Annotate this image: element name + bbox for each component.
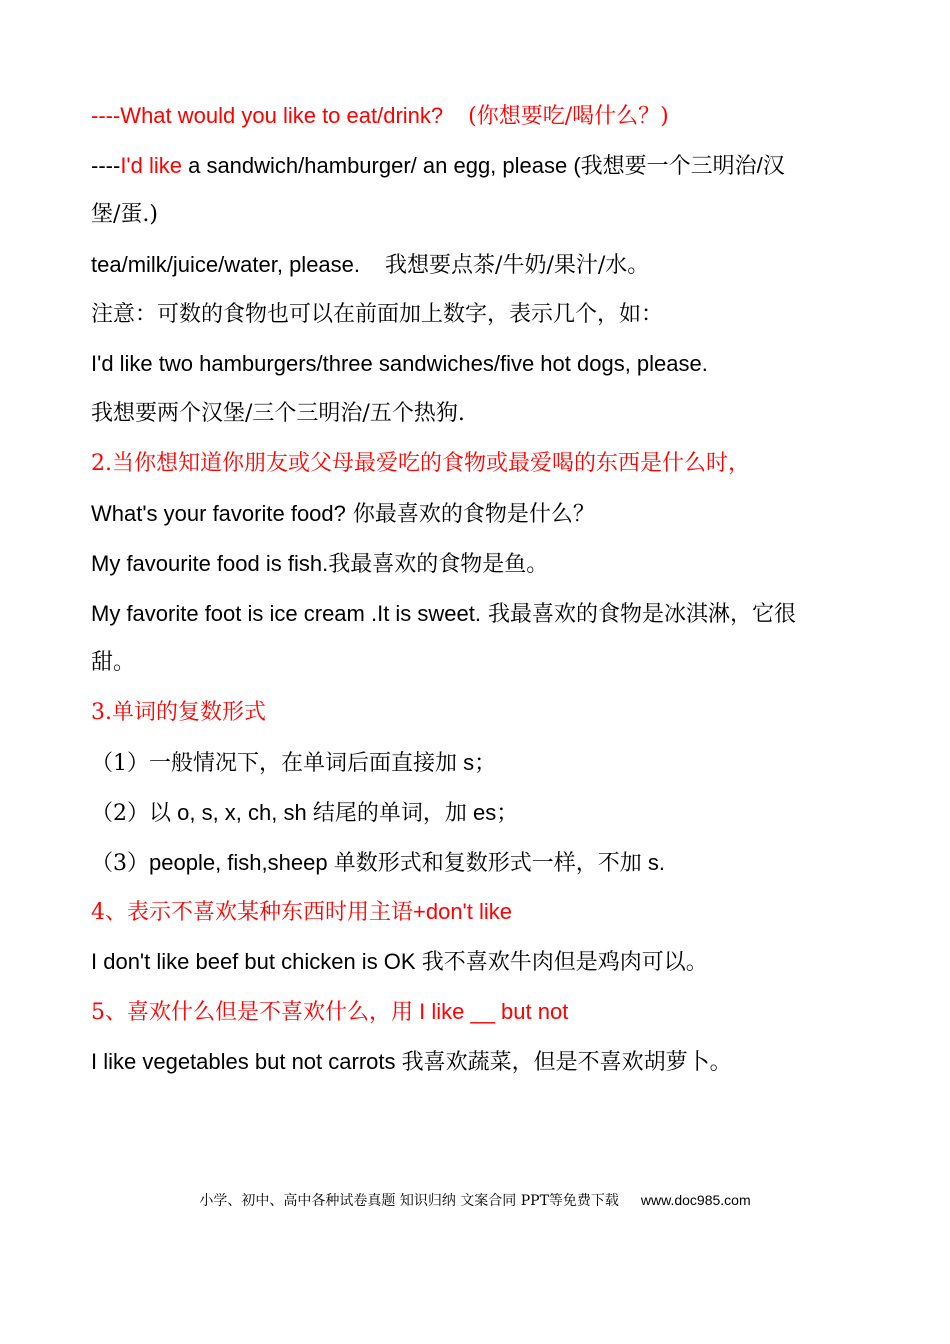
plural-rule-3 <box>91 848 871 879</box>
plural-rule-2 <box>91 798 871 829</box>
answer-id-like: I'd like <box>120 153 182 178</box>
favorite-icecream-line <box>91 599 871 630</box>
favorite-fish-line <box>91 549 871 580</box>
plural-rule-2-prefix: （2）以 <box>91 801 171 826</box>
answer-continuation: 堡/蛋.) <box>91 202 158 227</box>
drink-line <box>91 250 871 281</box>
section-heading-4-text: 4、表示不喜欢某种东西时用主语 <box>91 900 413 925</box>
section-heading-3: 3.单词的复数形式 <box>91 700 266 725</box>
like-but-not-example-translation: 我喜欢蔬菜，但是不喜欢胡萝卜。 <box>401 1050 732 1075</box>
drink-translation: 我想要点茶/牛奶/果汁/水。 <box>385 253 650 278</box>
question-text: ----What would you like to eat/drink? <box>91 103 444 128</box>
favorite-fish-translation: 我最喜欢的食物是鱼。 <box>328 552 549 577</box>
question-translation: (你想要吃/喝什么？) <box>468 104 669 129</box>
favorite-question-translation: 你最喜欢的食物是什么？ <box>345 502 595 527</box>
section-heading-4 <box>91 897 871 928</box>
section-heading-5-text: 5、喜欢什么但是不喜欢什么，用 <box>91 1000 413 1025</box>
like-but-not-example-text: I like vegetables but not carrots <box>91 1049 402 1074</box>
like-but-not-example-line <box>91 1047 871 1078</box>
section-heading-4-phrase: +don't like <box>413 899 512 924</box>
favorite-question-line <box>91 499 871 530</box>
plural-rule-3-prefix: （3） <box>91 851 149 876</box>
question-line <box>91 101 871 132</box>
favorite-icecream-text: My favorite foot is ice cream .It is sweet. <box>91 601 482 626</box>
answer-dashes: ---- <box>91 153 121 178</box>
drink-text: tea/milk/juice/water, please. <box>91 252 361 277</box>
answer-rest: a sandwich/hamburger/ an egg, please (我想要一个三明治/汉 <box>181 153 785 178</box>
plural-rule-3-words: people, fish,sheep <box>149 850 334 875</box>
dislike-example-line <box>91 947 871 978</box>
example-translation: 我想要两个汉堡/三个三明治/五个热狗. <box>91 401 465 426</box>
plural-rule-1-suffix: s； <box>457 750 497 775</box>
plural-rule-1 <box>91 748 871 779</box>
favorite-icecream-translation: 我最喜欢的食物是冰淇淋，它很 <box>481 602 797 627</box>
plural-rule-3-suffix: s. <box>641 850 665 875</box>
favorite-question-text: What's your favorite food? <box>91 501 346 526</box>
section-heading-5 <box>91 997 871 1028</box>
plural-rule-3-text: 单数形式和复数形式一样，不加 <box>333 851 642 876</box>
plural-rule-2-endings: o, s, x, ch, sh <box>171 800 313 825</box>
dislike-example-text: I don't like beef but chicken is OK <box>91 949 422 974</box>
section-heading-5-phrase: I like __ but not <box>413 999 569 1024</box>
footer-text: 小学、初中、高中各种试卷真题 知识归纳 文案合同 PPT等免费下载 <box>199 1193 619 1209</box>
dislike-example-translation: 我不喜欢牛肉但是鸡肉可以。 <box>421 950 708 975</box>
plural-rule-1-text: （1）一般情况下，在单词后面直接加 <box>91 751 457 776</box>
plural-rule-2-text: 结尾的单词，加 <box>312 801 467 826</box>
favorite-icecream-continuation: 甜。 <box>91 650 136 675</box>
favorite-fish-text: My favourite food is fish. <box>91 551 329 576</box>
answer-line <box>91 151 871 182</box>
page-footer <box>0 1190 950 1211</box>
example-line: I'd like two hamburgers/three sandwiches/five hot dogs, please. <box>91 351 708 376</box>
note-line: 注意：可数的食物也可以在前面加上数字，表示几个，如： <box>91 302 664 327</box>
section-heading-2: 2.当你想知道你朋友或父母最爱吃的食物或最爱喝的东西是什么时， <box>91 451 750 476</box>
footer-url: www.doc985.com <box>640 1192 751 1208</box>
plural-rule-2-suffix: es； <box>466 800 519 825</box>
